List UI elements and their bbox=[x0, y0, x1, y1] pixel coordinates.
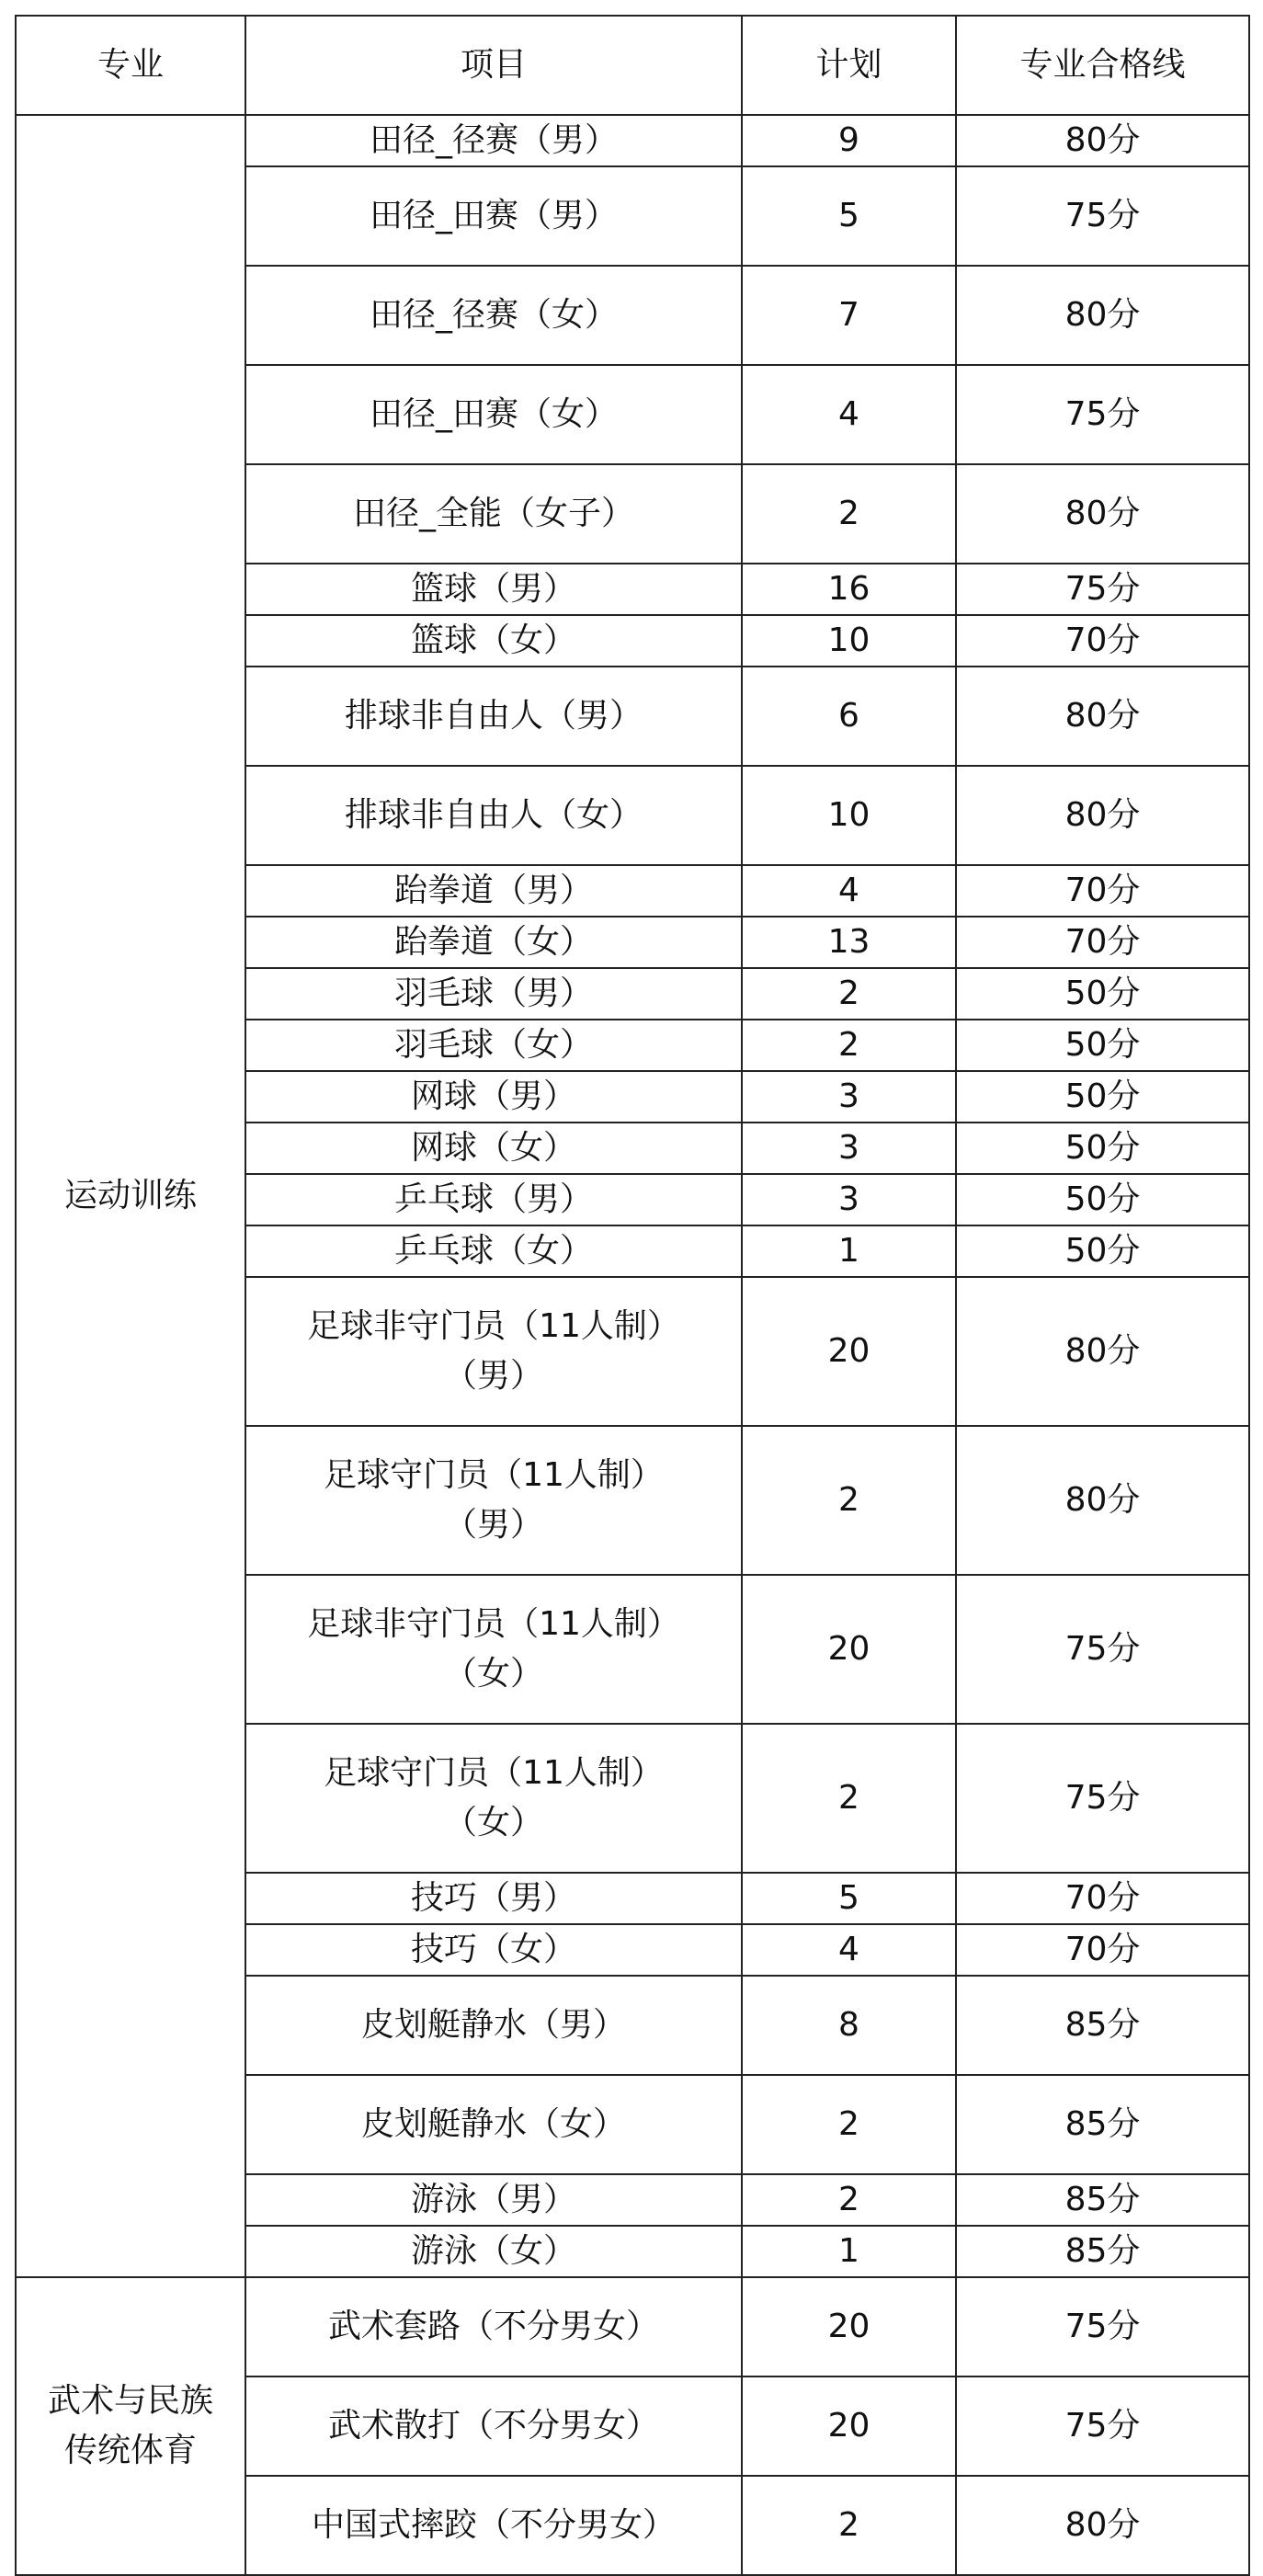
admission-table-container bbox=[15, 15, 1248, 2576]
table-header-row bbox=[16, 16, 1249, 115]
item-label: 足球守门员（11人制） （男） bbox=[324, 1456, 664, 1544]
plan-cell: 2 bbox=[742, 1020, 956, 1071]
plan-cell: 3 bbox=[742, 1071, 956, 1123]
header-score: 专业合格线 bbox=[956, 16, 1249, 115]
score-cell: 85分 bbox=[956, 1976, 1249, 2075]
item-cell bbox=[245, 1924, 742, 1976]
plan-cell: 5 bbox=[742, 166, 956, 266]
item-label: 足球非守门员（11人制） （女） bbox=[307, 1605, 680, 1693]
item-cell bbox=[245, 365, 742, 464]
item-cell bbox=[245, 1071, 742, 1123]
score-cell: 80分 bbox=[956, 667, 1249, 766]
item-label: 足球非守门员（11人制） （男） bbox=[307, 1307, 680, 1395]
item-label: 跆拳道（男） bbox=[393, 872, 593, 909]
item-label: 网球（男） bbox=[410, 1077, 576, 1115]
score-cell: 50分 bbox=[956, 1225, 1249, 1277]
plan-cell: 2 bbox=[742, 2476, 956, 2575]
table-row bbox=[16, 2277, 1249, 2377]
score-cell: 75分 bbox=[956, 166, 1249, 266]
item-label: 田径_田赛（男） bbox=[369, 197, 618, 234]
plan-cell: 5 bbox=[742, 1873, 956, 1924]
score-cell: 70分 bbox=[956, 917, 1249, 968]
item-label: 皮划艇静水（女） bbox=[360, 2105, 626, 2143]
plan-cell: 2 bbox=[742, 2174, 956, 2226]
item-label: 排球非自由人（男） bbox=[344, 697, 643, 735]
plan-cell: 3 bbox=[742, 1123, 956, 1174]
item-cell bbox=[245, 1225, 742, 1277]
plan-cell: 1 bbox=[742, 1225, 956, 1277]
item-cell bbox=[245, 968, 742, 1020]
header-plan: 计划 bbox=[742, 16, 956, 115]
plan-cell: 4 bbox=[742, 1924, 956, 1976]
plan-cell: 7 bbox=[742, 266, 956, 365]
score-cell: 80分 bbox=[956, 1277, 1249, 1426]
item-label: 乒乓球（男） bbox=[393, 1180, 593, 1218]
item-label: 皮划艇静水（男） bbox=[360, 2006, 626, 2044]
major-label: 运动训练 bbox=[63, 1177, 197, 1214]
item-cell bbox=[245, 2277, 742, 2377]
score-cell: 70分 bbox=[956, 865, 1249, 917]
item-cell bbox=[245, 1426, 742, 1575]
item-label: 跆拳道（女） bbox=[393, 923, 593, 961]
score-cell: 70分 bbox=[956, 615, 1249, 667]
item-label: 游泳（男） bbox=[410, 2181, 576, 2218]
score-cell: 75分 bbox=[956, 2277, 1249, 2377]
item-cell bbox=[245, 564, 742, 615]
item-label: 田径_田赛（女） bbox=[369, 395, 618, 433]
score-cell: 50分 bbox=[956, 968, 1249, 1020]
item-cell bbox=[245, 2476, 742, 2575]
plan-cell: 16 bbox=[742, 564, 956, 615]
score-cell: 80分 bbox=[956, 2476, 1249, 2575]
plan-cell: 13 bbox=[742, 917, 956, 968]
plan-cell: 10 bbox=[742, 615, 956, 667]
plan-cell: 9 bbox=[742, 115, 956, 166]
score-cell: 70分 bbox=[956, 1873, 1249, 1924]
item-cell bbox=[245, 667, 742, 766]
item-label: 游泳（女） bbox=[410, 2232, 576, 2270]
major-label: 武术与民族 传统体育 bbox=[47, 2382, 213, 2469]
item-cell bbox=[245, 1174, 742, 1225]
plan-cell: 20 bbox=[742, 2377, 956, 2476]
score-cell: 85分 bbox=[956, 2075, 1249, 2174]
item-cell bbox=[245, 166, 742, 266]
item-label: 羽毛球（男） bbox=[393, 975, 593, 1012]
score-cell: 50分 bbox=[956, 1123, 1249, 1174]
plan-cell: 2 bbox=[742, 968, 956, 1020]
plan-cell: 10 bbox=[742, 766, 956, 865]
header-major: 专业 bbox=[16, 16, 245, 115]
score-cell: 75分 bbox=[956, 564, 1249, 615]
item-cell bbox=[245, 766, 742, 865]
item-label: 网球（女） bbox=[410, 1129, 576, 1167]
item-label: 篮球（男） bbox=[410, 570, 576, 608]
plan-cell: 20 bbox=[742, 1575, 956, 1724]
score-cell: 70分 bbox=[956, 1924, 1249, 1976]
item-label: 技巧（女） bbox=[410, 1931, 576, 1968]
item-cell bbox=[245, 1123, 742, 1174]
score-cell: 85分 bbox=[956, 2174, 1249, 2226]
item-cell bbox=[245, 1575, 742, 1724]
plan-cell: 4 bbox=[742, 865, 956, 917]
item-cell bbox=[245, 2377, 742, 2476]
plan-cell: 4 bbox=[742, 365, 956, 464]
header-item: 项目 bbox=[245, 16, 742, 115]
item-cell bbox=[245, 1873, 742, 1924]
plan-cell: 2 bbox=[742, 1426, 956, 1575]
plan-cell: 8 bbox=[742, 1976, 956, 2075]
item-cell bbox=[245, 464, 742, 564]
item-label: 足球守门员（11人制） （女） bbox=[324, 1754, 664, 1841]
item-cell bbox=[245, 1724, 742, 1873]
item-label: 武术套路（不分男女） bbox=[327, 2308, 659, 2345]
item-cell bbox=[245, 115, 742, 166]
item-cell bbox=[245, 1020, 742, 1071]
item-label: 排球非自由人（女） bbox=[344, 796, 643, 834]
score-cell: 75分 bbox=[956, 2377, 1249, 2476]
major-cell bbox=[16, 115, 245, 2277]
item-cell bbox=[245, 615, 742, 667]
score-cell: 80分 bbox=[956, 464, 1249, 564]
score-cell: 50分 bbox=[956, 1020, 1249, 1071]
score-cell: 80分 bbox=[956, 766, 1249, 865]
plan-cell: 2 bbox=[742, 1724, 956, 1873]
score-cell: 85分 bbox=[956, 2226, 1249, 2277]
plan-cell: 1 bbox=[742, 2226, 956, 2277]
score-cell: 75分 bbox=[956, 1575, 1249, 1724]
plan-cell: 20 bbox=[742, 1277, 956, 1426]
score-cell: 50分 bbox=[956, 1174, 1249, 1225]
item-label: 田径_径赛（男） bbox=[369, 121, 618, 159]
plan-cell: 20 bbox=[742, 2277, 956, 2377]
score-cell: 75分 bbox=[956, 1724, 1249, 1873]
major-cell bbox=[16, 2277, 245, 2575]
item-cell bbox=[245, 1277, 742, 1426]
item-cell bbox=[245, 917, 742, 968]
score-cell: 50分 bbox=[956, 1071, 1249, 1123]
table-body bbox=[16, 115, 1249, 2575]
table-row bbox=[16, 115, 1249, 166]
item-cell bbox=[245, 2075, 742, 2174]
item-cell bbox=[245, 1976, 742, 2075]
item-label: 羽毛球（女） bbox=[393, 1026, 593, 1064]
item-label: 田径_径赛（女） bbox=[369, 296, 618, 334]
item-label: 乒乓球（女） bbox=[393, 1232, 593, 1270]
plan-cell: 2 bbox=[742, 464, 956, 564]
plan-cell: 3 bbox=[742, 1174, 956, 1225]
score-cell: 80分 bbox=[956, 1426, 1249, 1575]
score-cell: 80分 bbox=[956, 266, 1249, 365]
item-label: 武术散打（不分男女） bbox=[327, 2407, 659, 2445]
item-label: 篮球（女） bbox=[410, 621, 576, 659]
item-cell bbox=[245, 2226, 742, 2277]
item-cell bbox=[245, 2174, 742, 2226]
item-cell bbox=[245, 266, 742, 365]
score-cell: 80分 bbox=[956, 115, 1249, 166]
item-label: 中国式摔跤（不分男女） bbox=[311, 2506, 676, 2544]
item-label: 技巧（男） bbox=[410, 1879, 576, 1917]
score-cell: 75分 bbox=[956, 365, 1249, 464]
item-label: 田径_全能（女子） bbox=[352, 495, 634, 532]
item-cell bbox=[245, 865, 742, 917]
admission-plan-table bbox=[15, 15, 1250, 2576]
plan-cell: 2 bbox=[742, 2075, 956, 2174]
plan-cell: 6 bbox=[742, 667, 956, 766]
